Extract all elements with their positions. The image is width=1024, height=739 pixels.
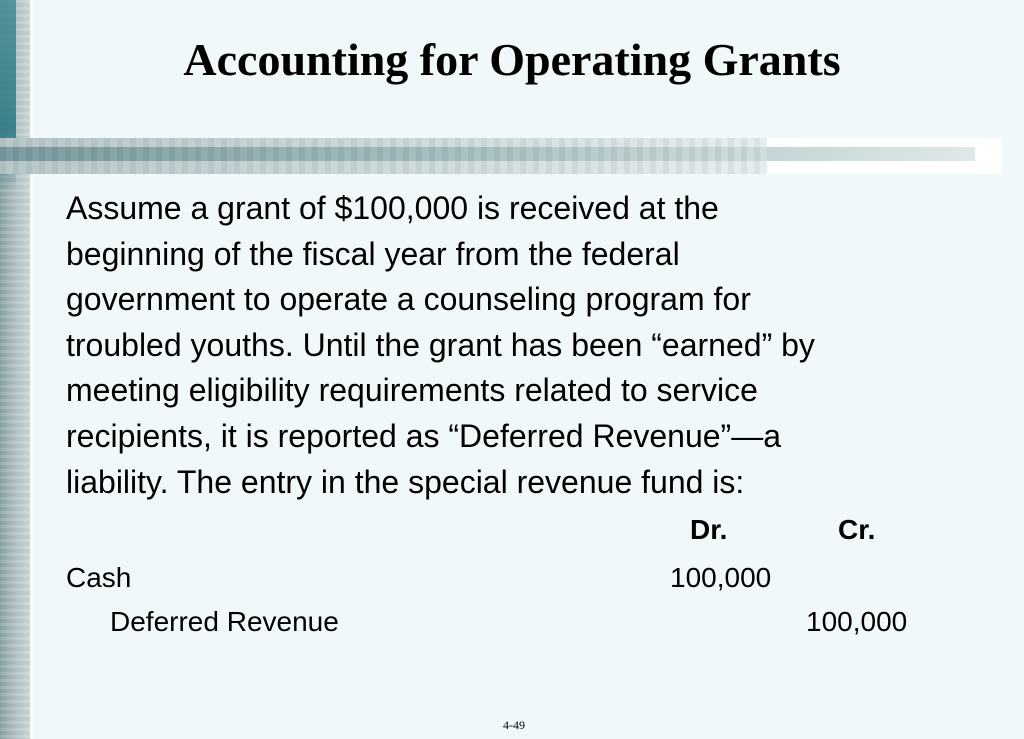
debit-column-label: Dr. <box>690 514 728 545</box>
page-number: 4-49 <box>503 718 525 732</box>
credit-column-label: Cr. <box>838 514 876 545</box>
slide-title: Accounting for Operating Grants <box>183 34 841 85</box>
debit-amount-cash: 100,000 <box>670 562 772 593</box>
slide-content <box>66 186 966 505</box>
journal-row-deferred-revenue <box>66 606 926 646</box>
grant-description: Assume a grant of $100,000 is received at the beginning of the fiscal year from the federal government to operate a counseling program for troubled youths. Until the grant has been “earned” by meeting eligibility requirements related to service recipients, it is reported as “Deferred Revenue”—a liability. The entry in the special revenue fund is: <box>66 190 815 500</box>
journal-entry-header <box>690 514 880 550</box>
account-name-cash: Cash <box>66 562 132 593</box>
divider-texture <box>0 138 767 174</box>
account-name-deferred-revenue: Deferred Revenue <box>110 606 339 637</box>
header-divider <box>0 138 1002 174</box>
journal-row-cash <box>66 562 926 602</box>
credit-amount-deferred-revenue: 100,000 <box>806 606 908 637</box>
